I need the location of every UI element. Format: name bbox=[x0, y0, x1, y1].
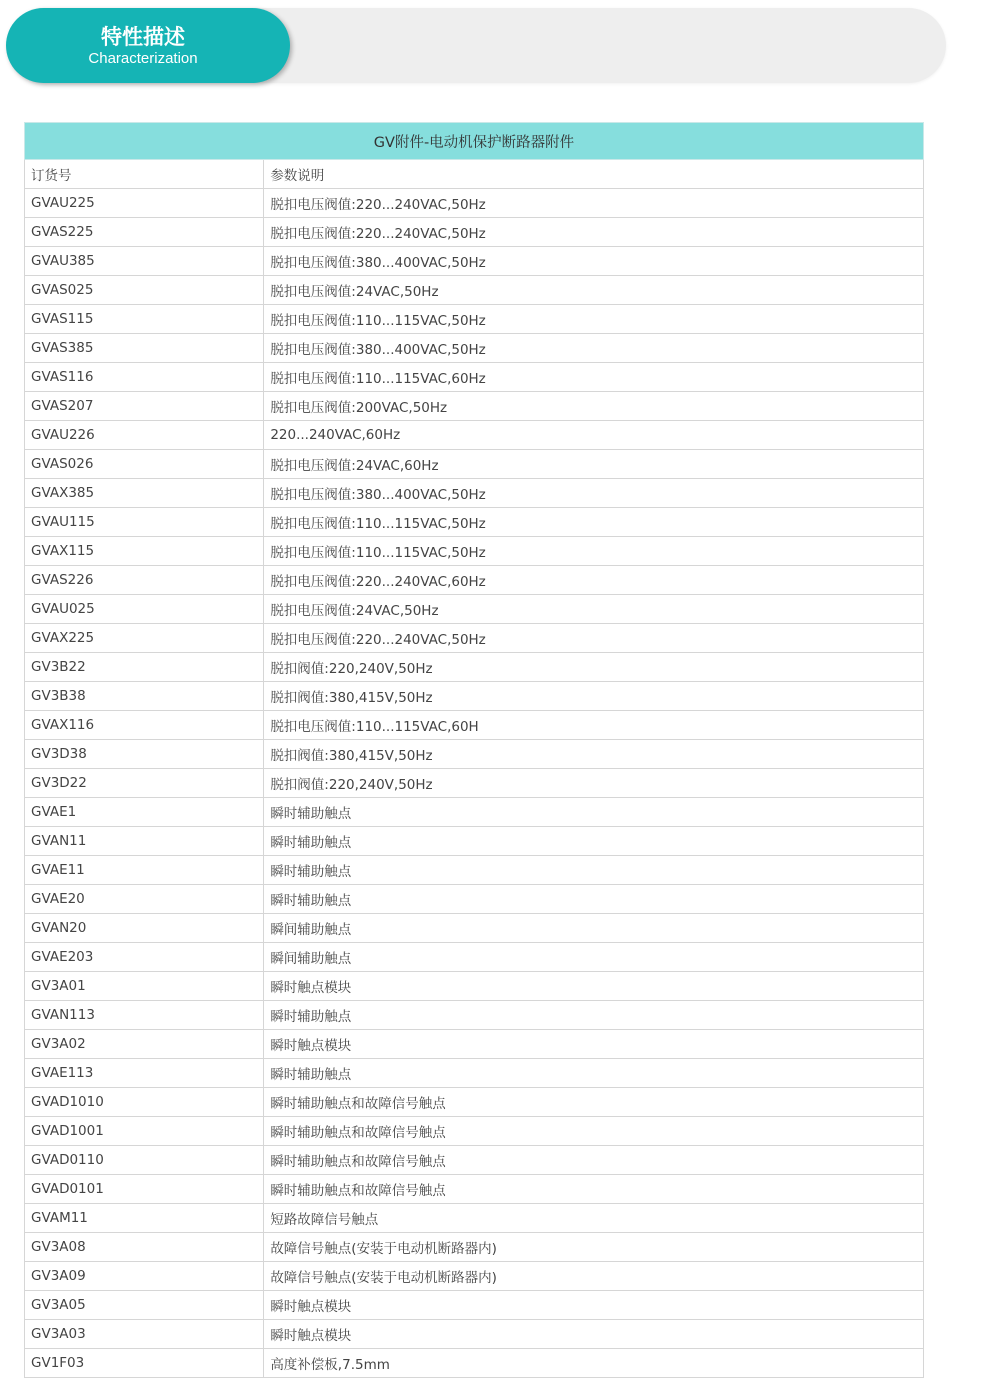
description-cell: 瞬时辅助触点和故障信号触点 bbox=[264, 1117, 924, 1146]
order-number-cell: GVAS226 bbox=[25, 566, 264, 595]
order-number-cell: GVAX385 bbox=[25, 479, 264, 508]
table-row bbox=[25, 537, 924, 566]
description-cell: 瞬间辅助触点 bbox=[264, 914, 924, 943]
description-cell: 脱扣电压阀值:24VAC,50Hz bbox=[264, 276, 924, 305]
order-number-cell: GVAN20 bbox=[25, 914, 264, 943]
order-number-cell: GVAE203 bbox=[25, 943, 264, 972]
table-row bbox=[25, 421, 924, 450]
order-number-cell: GVAE1 bbox=[25, 798, 264, 827]
table-row bbox=[25, 595, 924, 624]
order-number-cell: GVAX225 bbox=[25, 624, 264, 653]
table-row bbox=[25, 1349, 924, 1378]
order-number-cell: GVAS225 bbox=[25, 218, 264, 247]
table-row bbox=[25, 566, 924, 595]
order-number-cell: GVAS115 bbox=[25, 305, 264, 334]
table-row bbox=[25, 1030, 924, 1059]
table-row bbox=[25, 1233, 924, 1262]
order-number-cell: GVAD1010 bbox=[25, 1088, 264, 1117]
order-number-cell: GVAN113 bbox=[25, 1001, 264, 1030]
table-row bbox=[25, 943, 924, 972]
order-number-cell: GV3A03 bbox=[25, 1320, 264, 1349]
description-cell: 脱扣电压阀值:110...115VAC,60Hz bbox=[264, 363, 924, 392]
description-cell: 脱扣电压阀值:110...115VAC,50Hz bbox=[264, 537, 924, 566]
description-cell: 故障信号触点(安装于电动机断路器内) bbox=[264, 1262, 924, 1291]
table-row bbox=[25, 508, 924, 537]
table-row bbox=[25, 247, 924, 276]
order-number-cell: GV1F03 bbox=[25, 1349, 264, 1378]
description-cell: 瞬时触点模块 bbox=[264, 1030, 924, 1059]
order-number-cell: GV3D22 bbox=[25, 769, 264, 798]
table-row bbox=[25, 334, 924, 363]
description-cell: 瞬时辅助触点 bbox=[264, 885, 924, 914]
description-cell: 脱扣电压阀值:220...240VAC,50Hz bbox=[264, 624, 924, 653]
description-cell: 高度补偿板,7.5mm bbox=[264, 1349, 924, 1378]
description-cell: 脱扣阀值:380,415V,50Hz bbox=[264, 740, 924, 769]
table-title: GV附件-电动机保护断路器附件 bbox=[25, 123, 924, 160]
table-row bbox=[25, 856, 924, 885]
order-number-cell: GVAU226 bbox=[25, 421, 264, 450]
accessory-spec-table bbox=[24, 122, 924, 1378]
order-number-cell: GVAS207 bbox=[25, 392, 264, 421]
table-row bbox=[25, 1262, 924, 1291]
description-cell: 脱扣电压阀值:200VAC,50Hz bbox=[264, 392, 924, 421]
section-title-en: Characterization bbox=[88, 50, 198, 67]
description-cell: 瞬时辅助触点和故障信号触点 bbox=[264, 1175, 924, 1204]
table-row bbox=[25, 827, 924, 856]
table-row bbox=[25, 218, 924, 247]
table-row bbox=[25, 1059, 924, 1088]
order-number-cell: GVAD0101 bbox=[25, 1175, 264, 1204]
description-cell: 瞬时辅助触点 bbox=[264, 827, 924, 856]
table-row bbox=[25, 189, 924, 218]
description-cell: 脱扣阀值:380,415V,50Hz bbox=[264, 682, 924, 711]
description-cell: 瞬时辅助触点 bbox=[264, 1001, 924, 1030]
table-row bbox=[25, 653, 924, 682]
order-number-cell: GVAN11 bbox=[25, 827, 264, 856]
order-number-cell: GV3A05 bbox=[25, 1291, 264, 1320]
order-number-cell: GVAS116 bbox=[25, 363, 264, 392]
order-number-cell: GVAE20 bbox=[25, 885, 264, 914]
table-row bbox=[25, 769, 924, 798]
description-cell: 脱扣电压阀值:380...400VAC,50Hz bbox=[264, 247, 924, 276]
description-cell: 短路故障信号触点 bbox=[264, 1204, 924, 1233]
order-number-cell: GV3D38 bbox=[25, 740, 264, 769]
table-row bbox=[25, 682, 924, 711]
order-number-cell: GVAU115 bbox=[25, 508, 264, 537]
description-cell: 脱扣阀值:220,240V,50Hz bbox=[264, 769, 924, 798]
description-cell: 脱扣电压阀值:110...115VAC,60H bbox=[264, 711, 924, 740]
table-row bbox=[25, 711, 924, 740]
column-header-description: 参数说明 bbox=[264, 160, 924, 189]
description-cell: 瞬间辅助触点 bbox=[264, 943, 924, 972]
description-cell: 瞬时触点模块 bbox=[264, 972, 924, 1001]
table-row bbox=[25, 479, 924, 508]
table-row bbox=[25, 1175, 924, 1204]
order-number-cell: GV3A02 bbox=[25, 1030, 264, 1059]
order-number-cell: GVAS026 bbox=[25, 450, 264, 479]
table-row bbox=[25, 1088, 924, 1117]
description-cell: 脱扣电压阀值:220...240VAC,50Hz bbox=[264, 218, 924, 247]
table-row bbox=[25, 1320, 924, 1349]
order-number-cell: GVAS385 bbox=[25, 334, 264, 363]
order-number-cell: GVAE11 bbox=[25, 856, 264, 885]
description-cell: 220...240VAC,60Hz bbox=[264, 421, 924, 450]
description-cell: 脱扣电压阀值:380...400VAC,50Hz bbox=[264, 479, 924, 508]
description-cell: 脱扣电压阀值:220...240VAC,50Hz bbox=[264, 189, 924, 218]
description-cell: 瞬时辅助触点 bbox=[264, 1059, 924, 1088]
table-row bbox=[25, 1146, 924, 1175]
table-row bbox=[25, 972, 924, 1001]
table-row bbox=[25, 363, 924, 392]
order-number-cell: GVAU225 bbox=[25, 189, 264, 218]
description-cell: 脱扣阀值:220,240V,50Hz bbox=[264, 653, 924, 682]
order-number-cell: GVAE113 bbox=[25, 1059, 264, 1088]
description-cell: 脱扣电压阀值:24VAC,50Hz bbox=[264, 595, 924, 624]
description-cell: 脱扣电压阀值:110...115VAC,50Hz bbox=[264, 508, 924, 537]
description-cell: 瞬时触点模块 bbox=[264, 1320, 924, 1349]
table-row bbox=[25, 305, 924, 334]
table-row bbox=[25, 1204, 924, 1233]
table-row bbox=[25, 276, 924, 305]
table-row bbox=[25, 914, 924, 943]
table-row bbox=[25, 740, 924, 769]
order-number-cell: GVAS025 bbox=[25, 276, 264, 305]
table-title-row bbox=[25, 123, 924, 160]
column-header-order-no: 订货号 bbox=[25, 160, 264, 189]
table-row bbox=[25, 1291, 924, 1320]
table-row bbox=[25, 624, 924, 653]
order-number-cell: GV3A08 bbox=[25, 1233, 264, 1262]
description-cell: 故障信号触点(安装于电动机断路器内) bbox=[264, 1233, 924, 1262]
section-title-badge bbox=[6, 8, 290, 83]
table-row bbox=[25, 450, 924, 479]
description-cell: 瞬时辅助触点和故障信号触点 bbox=[264, 1146, 924, 1175]
description-cell: 脱扣电压阀值:110...115VAC,50Hz bbox=[264, 305, 924, 334]
table-row bbox=[25, 1117, 924, 1146]
description-cell: 瞬时辅助触点 bbox=[264, 798, 924, 827]
order-number-cell: GV3A01 bbox=[25, 972, 264, 1001]
order-number-cell: GV3A09 bbox=[25, 1262, 264, 1291]
description-cell: 瞬时辅助触点 bbox=[264, 856, 924, 885]
order-number-cell: GVAU385 bbox=[25, 247, 264, 276]
order-number-cell: GVAX115 bbox=[25, 537, 264, 566]
order-number-cell: GVAD1001 bbox=[25, 1117, 264, 1146]
table-header-row bbox=[25, 160, 924, 189]
description-cell: 脱扣电压阀值:380...400VAC,50Hz bbox=[264, 334, 924, 363]
description-cell: 瞬时触点模块 bbox=[264, 1291, 924, 1320]
table-row bbox=[25, 885, 924, 914]
order-number-cell: GVAU025 bbox=[25, 595, 264, 624]
table-row bbox=[25, 798, 924, 827]
table-row bbox=[25, 1001, 924, 1030]
order-number-cell: GV3B22 bbox=[25, 653, 264, 682]
description-cell: 瞬时辅助触点和故障信号触点 bbox=[264, 1088, 924, 1117]
description-cell: 脱扣电压阀值:220...240VAC,60Hz bbox=[264, 566, 924, 595]
order-number-cell: GV3B38 bbox=[25, 682, 264, 711]
order-number-cell: GVAX116 bbox=[25, 711, 264, 740]
order-number-cell: GVAM11 bbox=[25, 1204, 264, 1233]
description-cell: 脱扣电压阀值:24VAC,60Hz bbox=[264, 450, 924, 479]
order-number-cell: GVAD0110 bbox=[25, 1146, 264, 1175]
table-row bbox=[25, 392, 924, 421]
section-title-cn: 特性描述 bbox=[101, 25, 185, 49]
